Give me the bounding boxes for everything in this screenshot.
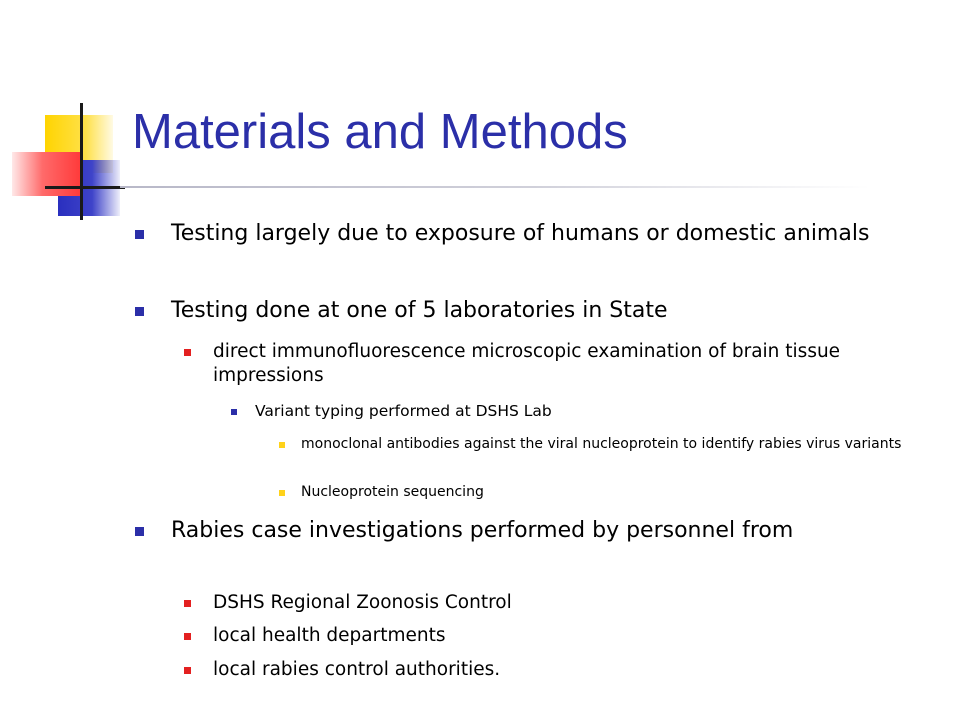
bullet-text: Testing done at one of 5 laboratories in State — [171, 298, 668, 323]
bullet-square-icon — [279, 442, 285, 448]
bullet-square-icon — [135, 527, 144, 536]
bullet-item-zoonosis-control — [213, 591, 933, 615]
bullet-item-rabies-investigations — [171, 515, 911, 547]
bullet-text: Variant typing performed at DSHS Lab — [255, 402, 552, 420]
bullet-text: monoclonal antibodies against the viral nucleoprotein to identify rabies virus variants — [301, 436, 902, 452]
slide-title: Materials and Methods — [132, 105, 628, 159]
bullet-item-variant-typing — [255, 401, 915, 421]
bullet-square-icon — [135, 307, 144, 316]
bullet-item-rabies-control-authorities — [213, 658, 933, 682]
bullet-item-nucleoprotein-sequencing — [301, 483, 931, 501]
bullet-text: local health departments — [213, 625, 446, 646]
bullet-square-icon — [279, 490, 285, 496]
bullet-square-icon — [184, 349, 191, 356]
bullet-square-icon — [135, 230, 144, 239]
bullet-item-testing-laboratories — [171, 295, 911, 327]
bullet-item-immunofluorescence — [213, 340, 933, 388]
bullet-text: local rabies control authorities. — [213, 659, 501, 680]
bullet-square-icon — [184, 633, 191, 640]
bullet-square-icon — [184, 667, 191, 674]
bullet-item-health-departments — [213, 624, 933, 648]
bullet-square-icon — [231, 409, 237, 415]
bullet-item-testing-exposure — [171, 218, 911, 250]
bullet-text: Rabies case investigations performed by personnel from — [171, 518, 794, 543]
bullet-item-monoclonal-antibodies — [301, 435, 931, 453]
bullet-text: Testing largely due to exposure of humans or domestic animals — [171, 221, 870, 246]
bullet-square-icon — [184, 600, 191, 607]
bullet-text: DSHS Regional Zoonosis Control — [213, 592, 512, 613]
bullet-text: direct immunofluorescence microscopic examination of brain tissue impressions — [213, 341, 841, 386]
bullet-text: Nucleoprotein sequencing — [301, 484, 484, 500]
